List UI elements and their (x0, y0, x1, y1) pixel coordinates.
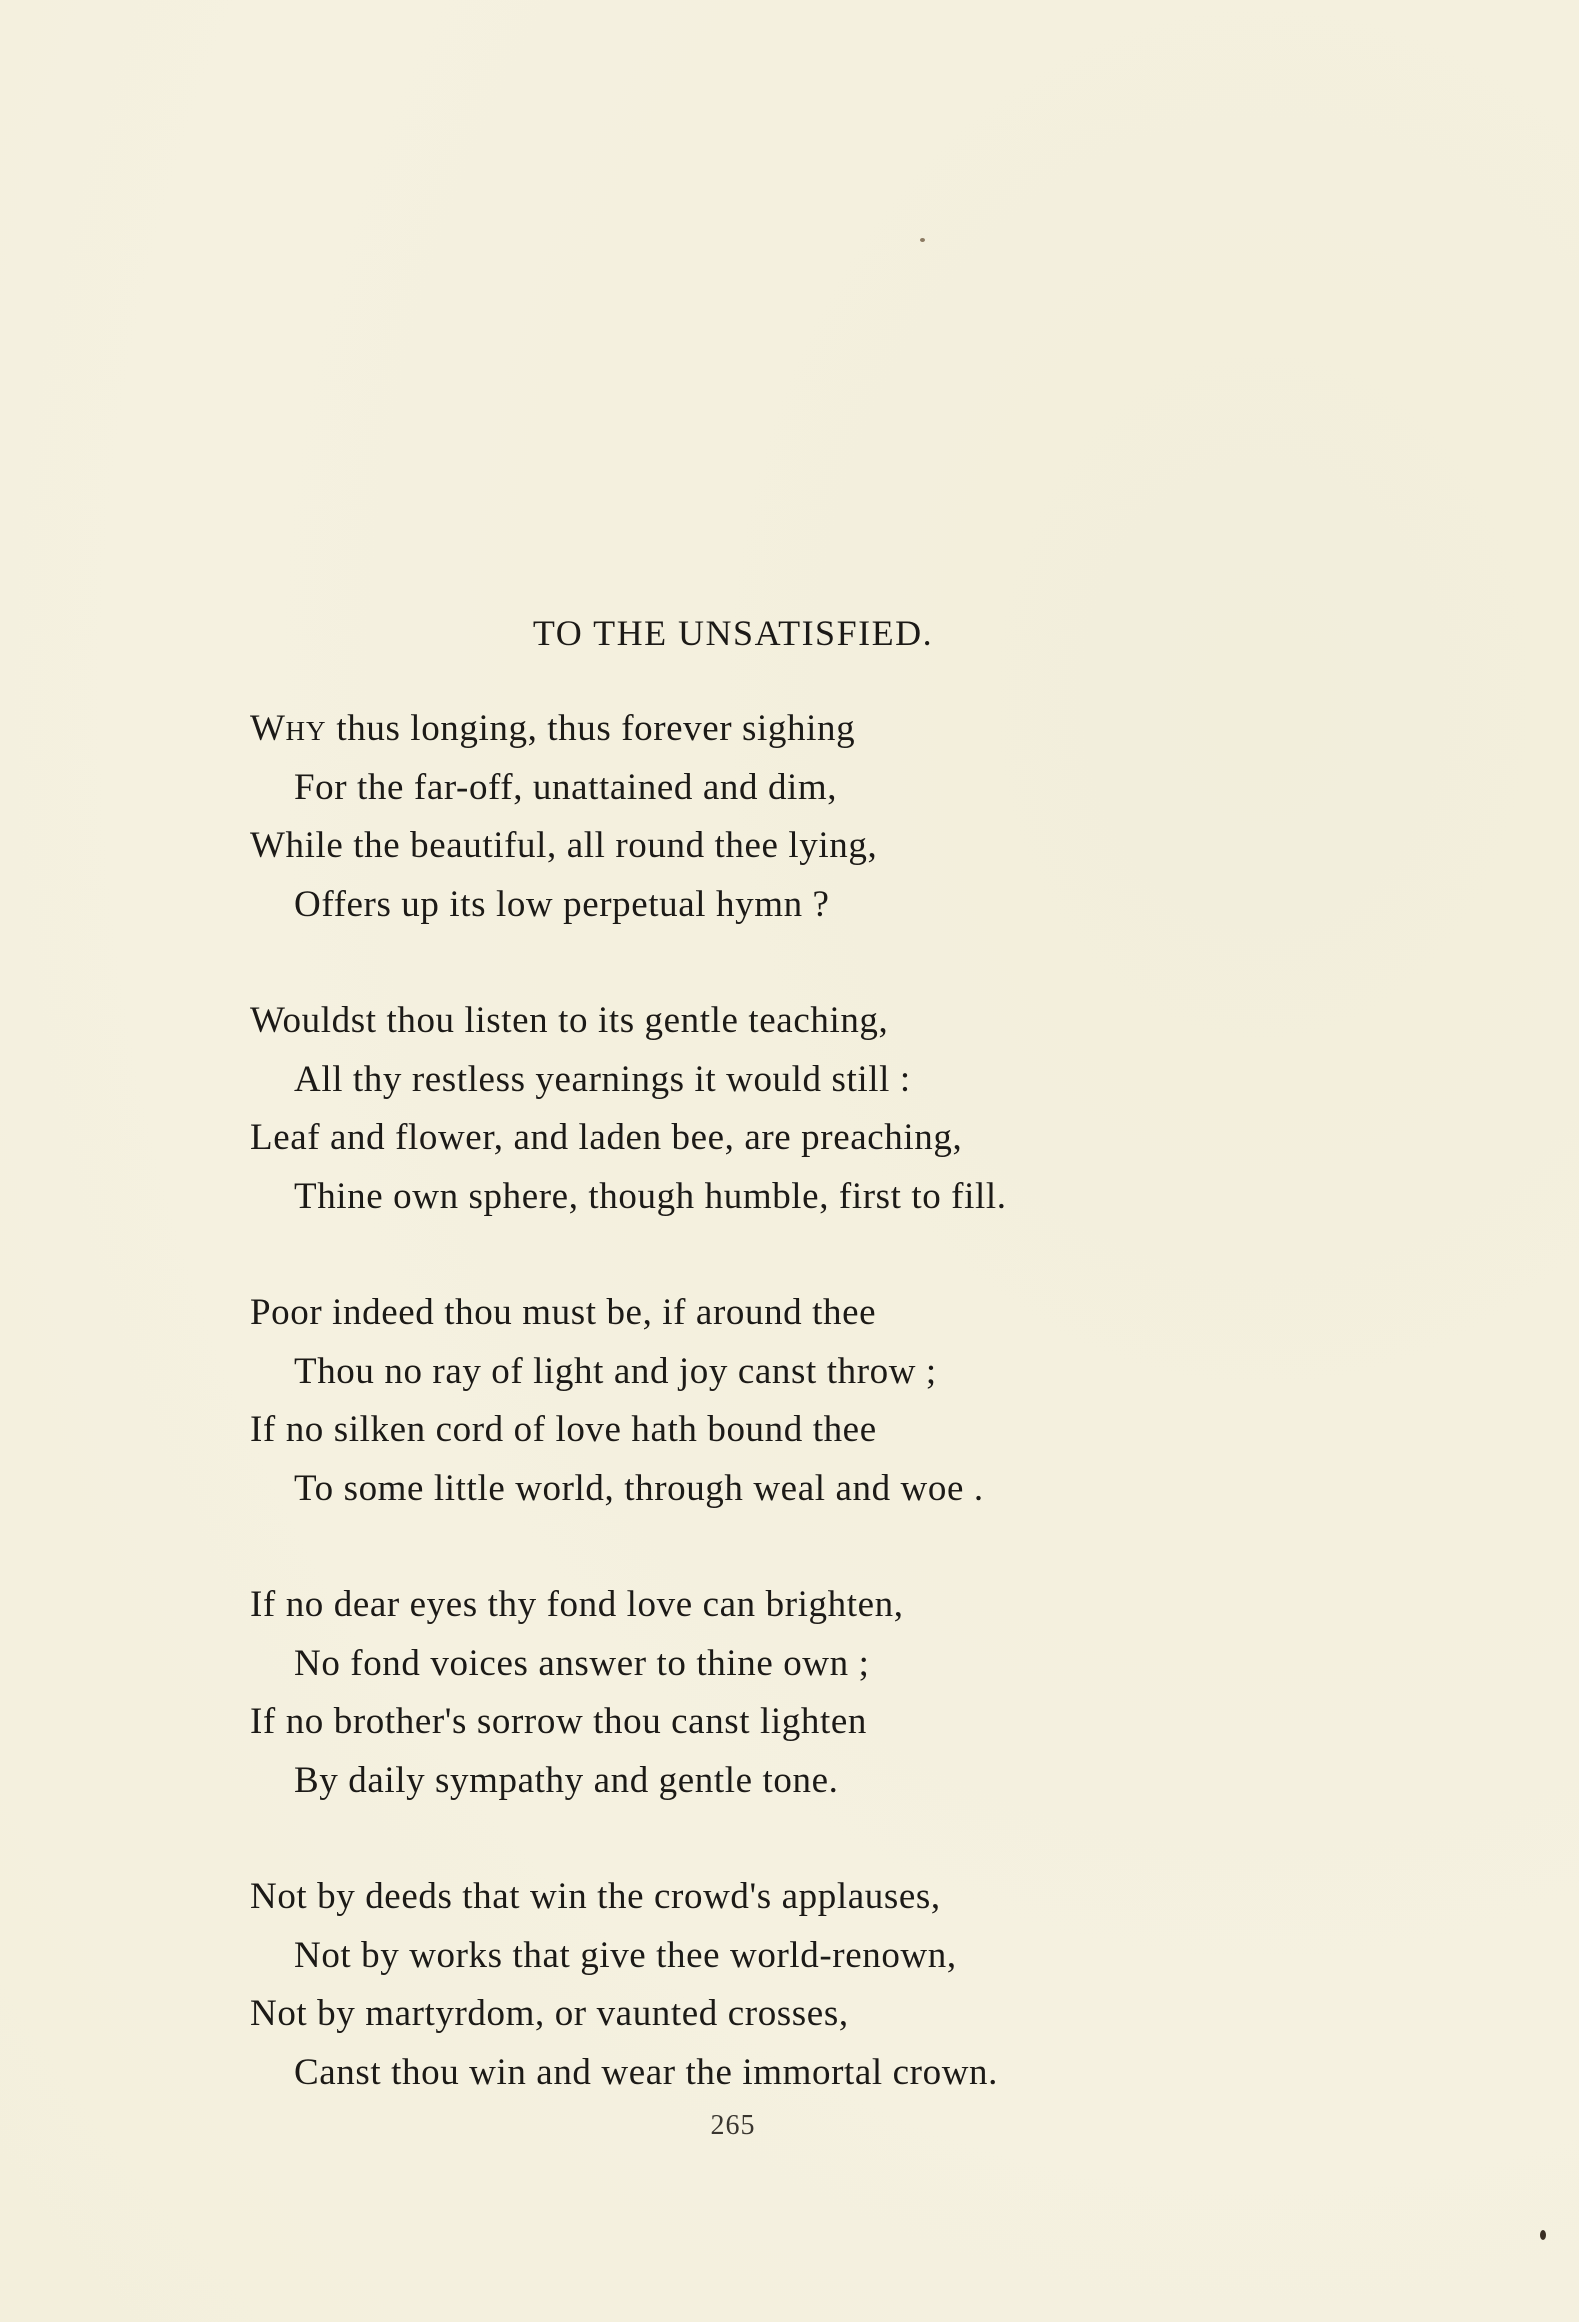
poem-line: If no dear eyes thy fond love can brighten, (250, 1584, 904, 1625)
poem-body (250, 700, 1300, 2160)
poem-line: If no silken cord of love hath bound thee (250, 1409, 877, 1450)
paper-speck (920, 238, 925, 242)
poem-line: No fond voices answer to thine own ; (294, 1642, 870, 1684)
page-number: 265 (710, 2110, 756, 2141)
poem-line: All thy restless yearnings it would still : (294, 1058, 911, 1100)
stanza-4 (250, 1576, 1300, 1810)
stanza-2 (250, 992, 1300, 1226)
first-word-initial: W (250, 708, 286, 749)
poem-line: Thine own sphere, though humble, first to fill. (294, 1175, 1007, 1217)
poem-line: For the far-off, unattained and dim, (294, 766, 838, 808)
poem-line: Thou no ray of light and joy canst throw ; (294, 1350, 937, 1392)
poem-line: While the beautiful, all round thee lying, (250, 825, 878, 866)
poem-title: TO THE UNSATISFIED. (532, 613, 934, 653)
poem-line: Wouldst thou listen to its gentle teaching, (250, 1000, 889, 1041)
first-word-smallcaps: HY (285, 716, 327, 746)
first-line-text: thus longing, thus forever sighing (326, 708, 856, 749)
poem-line: Not by deeds that win the crowd's applauses, (250, 1876, 941, 1917)
poem-line (250, 700, 1300, 759)
poem-line: Poor indeed thou must be, if around thee (250, 1292, 877, 1333)
stanza-5 (250, 1868, 1300, 2102)
poem-line: By daily sympathy and gentle tone. (294, 1759, 839, 1801)
stanza-1 (250, 700, 1300, 934)
poem-line: Not by martyrdom, or vaunted crosses, (250, 1993, 849, 2034)
paper-speck (1540, 2230, 1546, 2240)
stanza-3 (250, 1284, 1300, 1518)
poem-line: If no brother's sorrow thou canst lighten (250, 1701, 867, 1742)
poem-line: To some little world, through weal and woe . (294, 1467, 984, 1509)
poem-line: Leaf and flower, and laden bee, are preaching, (250, 1117, 963, 1158)
poem-line: Offers up its low perpetual hymn ? (294, 883, 830, 925)
poem-line: Canst thou win and wear the immortal crown. (294, 2051, 998, 2093)
poem-line: Not by works that give thee world-renown, (294, 1934, 957, 1976)
